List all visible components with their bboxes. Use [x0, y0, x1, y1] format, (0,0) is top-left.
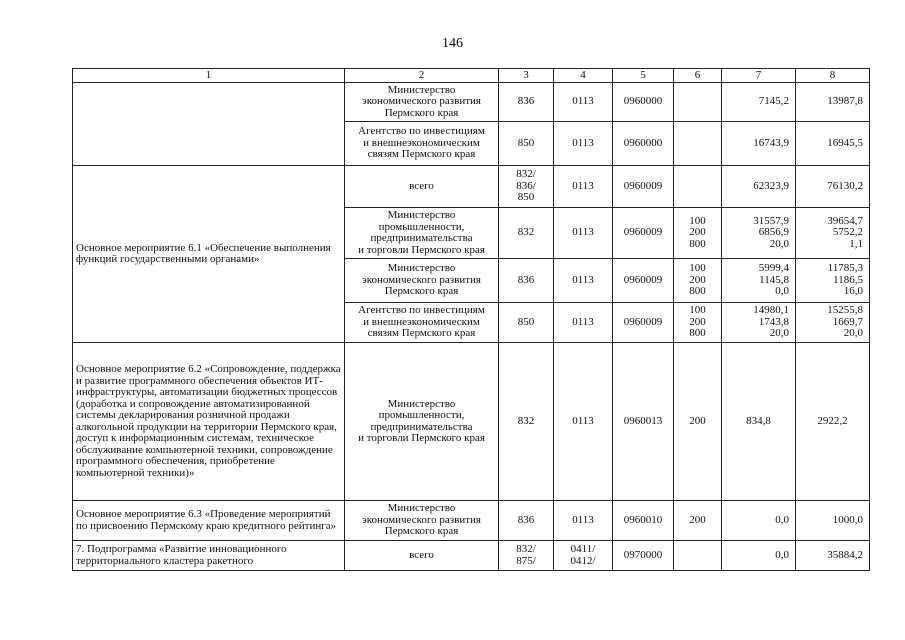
amount-cell: 5999,4 1145,8 0,0 — [722, 259, 796, 303]
agency-cell: Министерство экономического развития Пермского края — [345, 83, 499, 122]
page-number: 146 — [442, 36, 463, 51]
code-cell: 836 — [499, 83, 554, 122]
type-cell: 100 200 800 — [674, 259, 722, 303]
type-cell: 100 200 800 — [674, 208, 722, 259]
target-cell: 0960009 — [613, 303, 674, 343]
amount-cell: 2922,2 — [796, 343, 870, 501]
type-cell: 100 200 800 — [674, 303, 722, 343]
amount-cell: 13987,8 — [796, 83, 870, 122]
name-cell-empty — [73, 83, 345, 166]
target-cell: 0960000 — [613, 122, 674, 166]
code-cell: 832 — [499, 343, 554, 501]
code-cell: 832/ 836/ 850 — [499, 166, 554, 208]
target-cell: 0960009 — [613, 259, 674, 303]
amount-cell: 39654,7 5752,2 1,1 — [796, 208, 870, 259]
budget-table — [72, 68, 870, 571]
agency-cell: Министерство экономического развития Пермского края — [345, 501, 499, 541]
col-header-5: 5 — [613, 69, 674, 83]
type-cell: 200 — [674, 501, 722, 541]
col-header-4: 4 — [554, 69, 613, 83]
section-cell: 0113 — [554, 166, 613, 208]
section-cell: 0113 — [554, 208, 613, 259]
measure-6-1-name: Основное мероприятие 6.1 «Обеспечение выполнения функций государственными органами» — [73, 166, 345, 343]
amount-cell: 62323,9 — [722, 166, 796, 208]
target-cell: 0960000 — [613, 83, 674, 122]
amount-cell: 1000,0 — [796, 501, 870, 541]
table-row — [73, 541, 870, 571]
col-header-3: 3 — [499, 69, 554, 83]
amount-cell: 76130,2 — [796, 166, 870, 208]
agency-cell: Министерство экономического развития Пермского края — [345, 259, 499, 303]
amount-cell: 7145,2 — [722, 83, 796, 122]
table-row — [73, 166, 870, 208]
col-header-8: 8 — [796, 69, 870, 83]
type-cell — [674, 122, 722, 166]
section-cell: 0113 — [554, 343, 613, 501]
measure-6-3-name: Основное мероприятие 6.3 «Проведение мероприятий по присвоению Пермскому краю кредитного рейтинга» — [73, 501, 345, 541]
agency-cell: Министерство промышленности, предпринимательства и торговли Пермского края — [345, 343, 499, 501]
type-cell — [674, 541, 722, 571]
code-cell: 836 — [499, 259, 554, 303]
amount-cell: 0,0 — [722, 501, 796, 541]
col-header-1: 1 — [73, 69, 345, 83]
amount-cell: 16743,9 — [722, 122, 796, 166]
code-cell: 850 — [499, 122, 554, 166]
target-cell: 0960009 — [613, 166, 674, 208]
agency-cell: всего — [345, 541, 499, 571]
agency-cell: Агентство по инвестициям и внешнеэкономическим связям Пермского края — [345, 122, 499, 166]
subprogram-7-name: 7. Подпрограмма «Развитие инновационного территориального кластера ракетного — [73, 541, 345, 571]
target-cell: 0960010 — [613, 501, 674, 541]
agency-cell: Агентство по инвестициям и внешнеэкономическим связям Пермского края — [345, 303, 499, 343]
section-cell: 0113 — [554, 122, 613, 166]
table-row — [73, 343, 870, 501]
table-row — [73, 83, 870, 122]
col-header-6: 6 — [674, 69, 722, 83]
type-cell — [674, 83, 722, 122]
amount-cell: 15255,8 1669,7 20,0 — [796, 303, 870, 343]
header-row — [73, 69, 870, 83]
amount-cell: 16945,5 — [796, 122, 870, 166]
target-cell: 0960009 — [613, 208, 674, 259]
code-cell: 836 — [499, 501, 554, 541]
code-cell: 850 — [499, 303, 554, 343]
amount-cell: 11785,3 1186,5 16,0 — [796, 259, 870, 303]
section-cell: 0113 — [554, 83, 613, 122]
amount-cell: 35884,2 — [796, 541, 870, 571]
agency-cell: Министерство промышленности, предпринимательства и торговли Пермского края — [345, 208, 499, 259]
section-cell: 0113 — [554, 303, 613, 343]
target-cell: 0960013 — [613, 343, 674, 501]
agency-cell: всего — [345, 166, 499, 208]
amount-cell: 834,8 — [722, 343, 796, 501]
amount-cell: 31557,9 6856,9 20,0 — [722, 208, 796, 259]
code-cell: 832 — [499, 208, 554, 259]
table-row — [73, 501, 870, 541]
section-cell: 0411/ 0412/ — [554, 541, 613, 571]
section-cell: 0113 — [554, 259, 613, 303]
col-header-2: 2 — [345, 69, 499, 83]
amount-cell: 14980,1 1743,8 20,0 — [722, 303, 796, 343]
target-cell: 0970000 — [613, 541, 674, 571]
code-cell: 832/ 875/ — [499, 541, 554, 571]
type-cell: 200 — [674, 343, 722, 501]
type-cell — [674, 166, 722, 208]
amount-cell: 0,0 — [722, 541, 796, 571]
section-cell: 0113 — [554, 501, 613, 541]
col-header-7: 7 — [722, 69, 796, 83]
measure-6-2-name: Основное мероприятие 6.2 «Сопровождение, поддержка и развитие программного обеспечения объектов ИТ-инфраструктуры, автоматизации бюджетных процессов (доработка и сопровождение автоматизированной системы декларирования розничной продажи алкогольной продукции на территории Пермского края, доступ к информационным системам, техническое обслуживание компьютерной техники, сопровождение программного обеспечения, приобретение компьютерной техники)» — [73, 343, 345, 501]
